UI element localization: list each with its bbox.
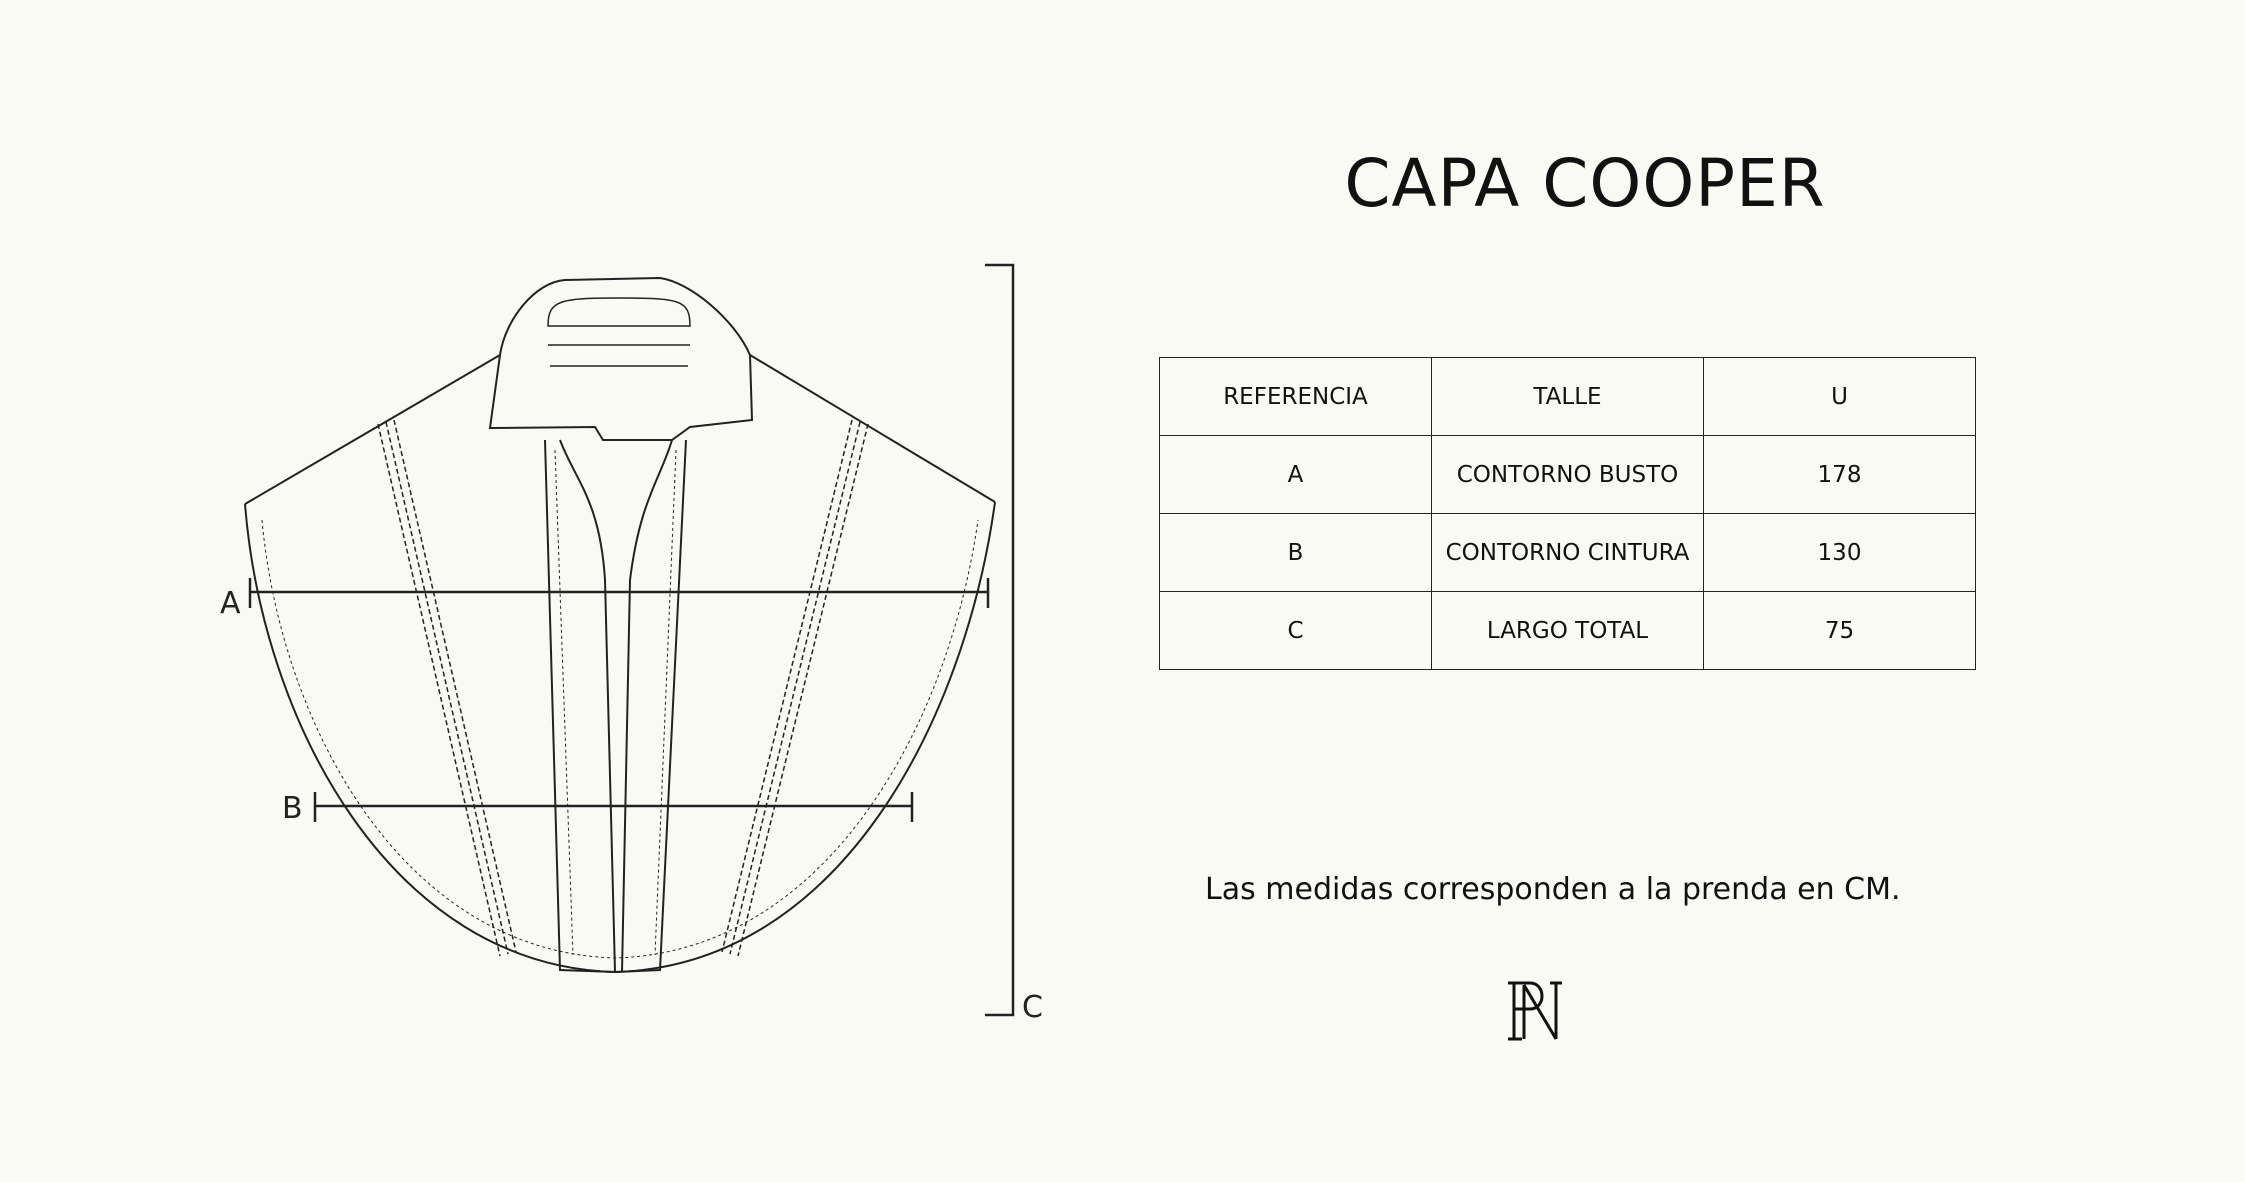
page-title: CAPA COOPER <box>1344 145 1826 222</box>
right-seam <box>722 420 868 956</box>
measure-b-line <box>315 792 912 822</box>
cape-outline-stitch <box>262 520 978 958</box>
table-row <box>1160 436 1976 514</box>
table-cell: 75 <box>1704 592 1976 670</box>
left-seam <box>378 420 516 956</box>
label-c: C <box>1022 990 1043 1025</box>
column-header: TALLE <box>1432 358 1704 436</box>
measure-a-line <box>250 578 988 608</box>
garment-diagram <box>0 0 1100 1182</box>
brand-logo <box>1500 975 1570 1045</box>
table-row <box>1160 514 1976 592</box>
measurement-note: Las medidas corresponden a la prenda en CM. <box>1205 872 1901 907</box>
label-a: A <box>220 586 241 621</box>
table-cell: C <box>1160 592 1432 670</box>
size-table <box>1159 357 1976 670</box>
table-row <box>1160 592 1976 670</box>
table-cell: B <box>1160 514 1432 592</box>
table-cell: A <box>1160 436 1432 514</box>
collar <box>490 278 752 440</box>
table-cell: 178 <box>1704 436 1976 514</box>
table-header-row <box>1160 358 1976 436</box>
table-cell: CONTORNO CINTURA <box>1432 514 1704 592</box>
collar-band <box>548 298 690 366</box>
table-cell: CONTORNO BUSTO <box>1432 436 1704 514</box>
column-header: U <box>1704 358 1976 436</box>
label-b: B <box>282 791 303 826</box>
cape-outline <box>245 355 995 972</box>
column-header: REFERENCIA <box>1160 358 1432 436</box>
front-left-edge <box>545 440 615 972</box>
table-cell: 130 <box>1704 514 1976 592</box>
front-right-edge <box>615 440 686 972</box>
table-cell: LARGO TOTAL <box>1432 592 1704 670</box>
measure-c-line <box>985 265 1013 1015</box>
lapel-left <box>560 440 615 972</box>
